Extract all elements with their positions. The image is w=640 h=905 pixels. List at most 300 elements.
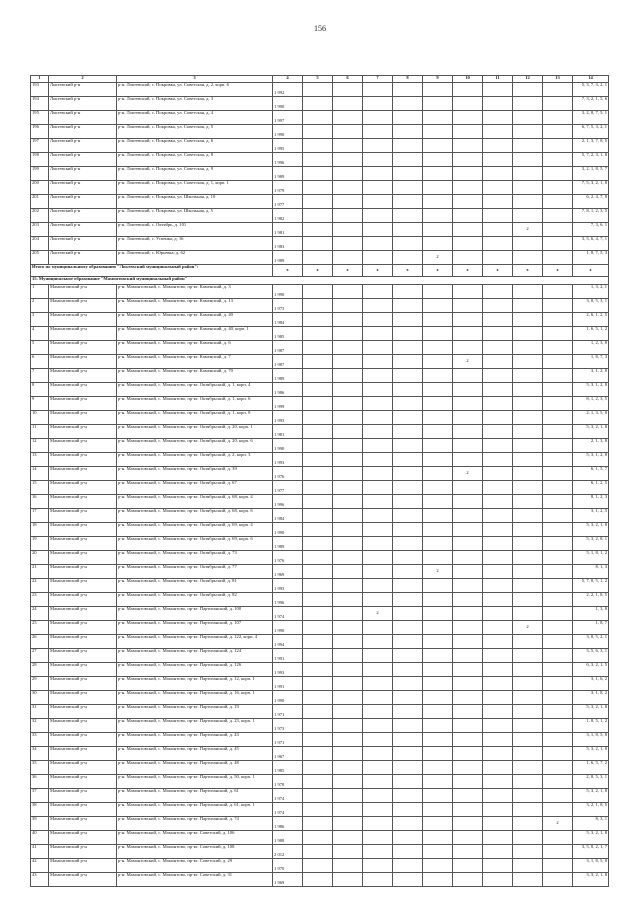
- value-cell-col7: [363, 873, 393, 887]
- value-cell-col8: [393, 677, 423, 691]
- row-number: 14: [31, 467, 49, 481]
- value-cell-col6: [333, 845, 363, 859]
- row-number: 13: [31, 453, 49, 467]
- row-number: 36: [31, 775, 49, 789]
- year-cell: 1 990: [273, 439, 303, 453]
- value-cell-col12: [513, 691, 543, 705]
- value-cell-col6: [333, 97, 363, 111]
- district-cell: Мамонтовский р-н: [49, 369, 117, 383]
- value-cell-col12: [513, 845, 543, 859]
- year-cell: 1 993: [273, 453, 303, 467]
- value-cell-col10: [453, 411, 483, 425]
- table-row: [31, 719, 609, 733]
- value-cell-col12: [513, 565, 543, 579]
- value-cell-col11: [483, 705, 513, 719]
- value-cell-col10: [453, 523, 483, 537]
- value-cell-col9: [423, 775, 453, 789]
- address-cell: р-н. Локтевский, с. Октябрь, д. 101: [117, 223, 273, 237]
- row-number: 31: [31, 705, 49, 719]
- value-cell-col13: [543, 747, 573, 761]
- value-cell-col6: [333, 313, 363, 327]
- value-cell-col12: [513, 195, 543, 209]
- total-mark: x: [483, 265, 513, 277]
- table-row: [31, 369, 609, 383]
- address-cell: р-н. Мамонтовский, с. Мамонтово, пр-кт. Каменский, д. 3: [117, 285, 273, 299]
- district-cell: Мамонтовский р-н: [49, 593, 117, 607]
- district-cell: Локтевский р-н: [49, 237, 117, 251]
- value-cell-col13: [543, 691, 573, 705]
- year-cell: 1 986: [273, 383, 303, 397]
- value-cell-col7: 2: [363, 607, 393, 621]
- address-cell: р-н. Мамонтовский, с. Мамонтово, пр-кт. Партизанский, д. 126: [117, 663, 273, 677]
- value-cell-col11: [483, 313, 513, 327]
- district-cell: Локтевский р-н: [49, 97, 117, 111]
- value-cell-col10: [453, 97, 483, 111]
- row-number: 6: [31, 355, 49, 369]
- year-cell: 1 978: [273, 775, 303, 789]
- value-cell-col10: [453, 663, 483, 677]
- address-cell: р-н. Локтевский, с. Покровка, ул. Советская, д. 9: [117, 167, 273, 181]
- value-cell-col7: [363, 285, 393, 299]
- value-cell-col7: [363, 705, 393, 719]
- value-cell-col11: [483, 195, 513, 209]
- value-cell-col9: [423, 237, 453, 251]
- value-cell-col5: [303, 705, 333, 719]
- value-cell-col13: [543, 481, 573, 495]
- address-cell: р-н. Мамонтовский, с. Мамонтово, пр-кт. Партизанский, д. 19: [117, 705, 273, 719]
- value-cell-col8: [393, 327, 423, 341]
- address-cell: р-н. Мамонтовский, с. Мамонтово, пр-кт. Партизанский, д. 12, корп. 1: [117, 677, 273, 691]
- value-cell-col9: [423, 649, 453, 663]
- value-cell-col12: [513, 125, 543, 139]
- value-cell-col10: [453, 817, 483, 831]
- address-cell: р-н. Мамонтовский, с. Мамонтово, пр-кт. Партизанский, д. 48: [117, 761, 273, 775]
- value-cell-col13: [543, 719, 573, 733]
- header-cell-6: 6: [333, 76, 363, 83]
- value-cell-col11: [483, 873, 513, 887]
- row-number: 7: [31, 369, 49, 383]
- year-cell: 1 987: [273, 341, 303, 355]
- year-cell: 1 990: [273, 691, 303, 705]
- value-cell-col11: [483, 719, 513, 733]
- table-row: [31, 97, 609, 111]
- total-label: Итого по муниципальному образованию "Локтевский муниципальный район":: [31, 265, 273, 277]
- value-cell-col10: [453, 747, 483, 761]
- page-number: 156: [314, 24, 326, 33]
- value-cell-col7: [363, 495, 393, 509]
- value-cell-col7: [363, 237, 393, 251]
- row-number: 10: [31, 411, 49, 425]
- table-row: [31, 607, 609, 621]
- value-cell-col6: [333, 83, 363, 97]
- header-cell-4: 4: [273, 76, 303, 83]
- value-cell-col8: [393, 195, 423, 209]
- value-cell-col11: [483, 495, 513, 509]
- value-cell-col7: [363, 649, 393, 663]
- address-cell: р-н. Мамонтовский, с. Мамонтово, пр-кт. Октябрьский, д. 81: [117, 579, 273, 593]
- table-row: [31, 621, 609, 635]
- code-cell: 5, 3, 2, 1, 8: [573, 789, 609, 803]
- address-cell: р-н. Мамонтовский, с. Мамонтово, пр-кт. Октябрьский, д. 69, корп. 4: [117, 523, 273, 537]
- district-cell: Мамонтовский р-н: [49, 537, 117, 551]
- value-cell-col8: [393, 453, 423, 467]
- code-cell: 5, 3, 2, 8, 1: [573, 537, 609, 551]
- value-cell-col12: [513, 481, 543, 495]
- address-cell: р-н. Мамонтовский, с. Мамонтово, пр-кт. Партизанский, д. 74: [117, 817, 273, 831]
- value-cell-col13: [543, 705, 573, 719]
- value-cell-col10: [453, 719, 483, 733]
- code-cell: 8, 3, 1: [573, 817, 609, 831]
- year-cell: 1 999: [273, 397, 303, 411]
- header-cell-5: 5: [303, 76, 333, 83]
- district-cell: Мамонтовский р-н: [49, 845, 117, 859]
- value-cell-col13: [543, 223, 573, 237]
- table-row: [31, 251, 609, 265]
- value-cell-col5: [303, 733, 333, 747]
- address-cell: р-н. Мамонтовский, с. Мамонтово, пр-кт. Каменский, д. 40, корп. 1: [117, 327, 273, 341]
- value-cell-col6: [333, 509, 363, 523]
- table-row: [31, 845, 609, 859]
- value-cell-col9: [423, 355, 453, 369]
- year-cell: 1 985: [273, 761, 303, 775]
- district-cell: Мамонтовский р-н: [49, 831, 117, 845]
- district-cell: Мамонтовский р-н: [49, 733, 117, 747]
- code-cell: 1, 8, 7, 3: [573, 355, 609, 369]
- address-cell: р-н. Мамонтовский, с. Мамонтово, пр-кт. Партизанский, д. 107: [117, 621, 273, 635]
- value-cell-col5: [303, 649, 333, 663]
- value-cell-col5: [303, 509, 333, 523]
- address-cell: р-н. Мамонтовский, с. Мамонтово, пр-кт. Октябрьский, д. 69, корп. 6: [117, 537, 273, 551]
- code-cell: 8, 1, 3: [573, 565, 609, 579]
- table-row: [31, 831, 609, 845]
- value-cell-col10: [453, 341, 483, 355]
- code-cell: 3, 1, 2, 5: [573, 509, 609, 523]
- row-number: 30: [31, 691, 49, 705]
- district-cell: Локтевский р-н: [49, 83, 117, 97]
- value-cell-col13: [543, 649, 573, 663]
- value-cell-col8: [393, 425, 423, 439]
- code-cell: 1, 3, 8: [573, 607, 609, 621]
- code-cell: 3, 8, 5, 3, 1: [573, 299, 609, 313]
- value-cell-col11: [483, 677, 513, 691]
- code-cell: 1, 2, 3, 8: [573, 341, 609, 355]
- year-cell: 1 986: [273, 817, 303, 831]
- value-cell-col6: [333, 803, 363, 817]
- address-cell: р-н. Локтевский, с. Покровка, ул. Советская, д. 4: [117, 111, 273, 125]
- address-cell: р-н. Локтевский, с. Юрьевка, д. 62: [117, 251, 273, 265]
- address-cell: р-н. Мамонтовский, с. Мамонтово, пр-кт. Октябрьский, д. 20, корп. 1: [117, 425, 273, 439]
- code-cell: 3, 8, 5, 2, 1: [573, 635, 609, 649]
- value-cell-col9: [423, 873, 453, 887]
- value-cell-col12: [513, 593, 543, 607]
- value-cell-col7: [363, 195, 393, 209]
- value-cell-col10: 2: [453, 355, 483, 369]
- address-cell: р-н. Мамонтовский, с. Мамонтово, пр-кт. Октябрьский, д. 77: [117, 565, 273, 579]
- value-cell-col7: [363, 369, 393, 383]
- address-cell: р-н. Мамонтовский, с. Мамонтово, пр-кт. Октябрьский, д. 1, корп. 4: [117, 383, 273, 397]
- value-cell-col5: [303, 607, 333, 621]
- value-cell-col6: [333, 635, 363, 649]
- value-cell-col5: [303, 747, 333, 761]
- year-cell: 1 967: [273, 747, 303, 761]
- value-cell-col12: [513, 677, 543, 691]
- value-cell-col6: [333, 153, 363, 167]
- row-number: 40: [31, 831, 49, 845]
- header-row: [31, 76, 609, 83]
- value-cell-col10: [453, 733, 483, 747]
- value-cell-col8: [393, 83, 423, 97]
- value-cell-col13: [543, 111, 573, 125]
- value-cell-col10: [453, 251, 483, 265]
- value-cell-col7: [363, 467, 393, 481]
- value-cell-col9: [423, 621, 453, 635]
- value-cell-col7: [363, 97, 393, 111]
- table-row: [31, 341, 609, 355]
- district-cell: Локтевский р-н: [49, 195, 117, 209]
- value-cell-col9: [423, 845, 453, 859]
- value-cell-col12: [513, 635, 543, 649]
- table-row: [31, 551, 609, 565]
- value-cell-col10: [453, 789, 483, 803]
- value-cell-col12: [513, 341, 543, 355]
- value-cell-col6: [333, 223, 363, 237]
- address-cell: р-н. Мамонтовский, с. Мамонтово, пр-кт. Партизанский, д. 23, корп. 1: [117, 719, 273, 733]
- value-cell-col11: [483, 649, 513, 663]
- value-cell-col13: [543, 439, 573, 453]
- value-cell-col8: [393, 733, 423, 747]
- row-number: 196: [31, 125, 49, 139]
- value-cell-col8: [393, 467, 423, 481]
- value-cell-col12: [513, 495, 543, 509]
- value-cell-col9: [423, 761, 453, 775]
- value-cell-col11: [483, 621, 513, 635]
- row-number: 33: [31, 733, 49, 747]
- value-cell-col5: [303, 411, 333, 425]
- value-cell-col8: [393, 523, 423, 537]
- district-cell: Локтевский р-н: [49, 153, 117, 167]
- value-cell-col9: [423, 705, 453, 719]
- value-cell-col13: [543, 167, 573, 181]
- code-cell: 2, 8, 5, 3, 1: [573, 775, 609, 789]
- value-cell-col8: [393, 705, 423, 719]
- value-cell-col12: [513, 209, 543, 223]
- value-cell-col13: [543, 761, 573, 775]
- value-cell-col9: [423, 537, 453, 551]
- address-cell: р-н. Мамонтовский, с. Мамонтово, пр-кт. Октябрьский, д. 68, корп. 6: [117, 509, 273, 523]
- value-cell-col10: [453, 439, 483, 453]
- value-cell-col10: [453, 237, 483, 251]
- value-cell-col5: [303, 139, 333, 153]
- value-cell-col9: [423, 153, 453, 167]
- value-cell-col12: [513, 775, 543, 789]
- year-cell: 1 993: [273, 663, 303, 677]
- value-cell-col10: [453, 859, 483, 873]
- year-cell: 1 984: [273, 509, 303, 523]
- value-cell-col10: [453, 181, 483, 195]
- row-number: 18: [31, 523, 49, 537]
- row-number: 200: [31, 181, 49, 195]
- district-cell: Мамонтовский р-н: [49, 285, 117, 299]
- value-cell-col8: [393, 299, 423, 313]
- row-number: 1: [31, 285, 49, 299]
- value-cell-col8: [393, 495, 423, 509]
- value-cell-col8: [393, 565, 423, 579]
- value-cell-col13: [543, 873, 573, 887]
- table-row: [31, 453, 609, 467]
- year-cell: 1 984: [273, 313, 303, 327]
- address-cell: р-н. Мамонтовский, с. Мамонтово, пр-кт. Каменский, д. 7: [117, 355, 273, 369]
- year-cell: 1 989: [273, 537, 303, 551]
- value-cell-col7: [363, 677, 393, 691]
- row-number: 23: [31, 593, 49, 607]
- value-cell-col11: [483, 167, 513, 181]
- value-cell-col5: [303, 719, 333, 733]
- code-cell: 6, 3, 2, 1, 5: [573, 663, 609, 677]
- value-cell-col5: [303, 153, 333, 167]
- value-cell-col12: [513, 153, 543, 167]
- value-cell-col5: [303, 167, 333, 181]
- value-cell-col11: [483, 579, 513, 593]
- value-cell-col7: [363, 551, 393, 565]
- value-cell-col9: 2: [423, 251, 453, 265]
- value-cell-col12: [513, 425, 543, 439]
- code-cell: 3, 5, 6, 3, 1: [573, 649, 609, 663]
- value-cell-col13: [543, 663, 573, 677]
- value-cell-col9: [423, 523, 453, 537]
- year-cell: 1 996: [273, 593, 303, 607]
- value-cell-col13: [543, 677, 573, 691]
- address-cell: р-н. Локтевский, с. Успенка, д. 16: [117, 237, 273, 251]
- value-cell-col12: [513, 181, 543, 195]
- row-number: 16: [31, 495, 49, 509]
- value-cell-col11: [483, 635, 513, 649]
- value-cell-col6: [333, 663, 363, 677]
- value-cell-col8: [393, 251, 423, 265]
- year-cell: 1 991: [273, 677, 303, 691]
- value-cell-col8: [393, 859, 423, 873]
- value-cell-col7: [363, 453, 393, 467]
- district-cell: Мамонтовский р-н: [49, 467, 117, 481]
- row-number: 22: [31, 579, 49, 593]
- value-cell-col9: [423, 327, 453, 341]
- value-cell-col8: [393, 817, 423, 831]
- code-cell: 1, 6, 5, 7, 2: [573, 761, 609, 775]
- code-cell: 1, 8, 5, 1, 2: [573, 719, 609, 733]
- value-cell-col12: [513, 509, 543, 523]
- address-cell: р-н. Мамонтовский, с. Мамонтово, пр-кт. Октябрьский, д. 68, корп. 4: [117, 495, 273, 509]
- value-cell-col8: [393, 153, 423, 167]
- value-cell-col9: [423, 139, 453, 153]
- address-cell: р-н. Мамонтовский, с. Мамонтово, пр-кт. Партизанский, д. 100: [117, 607, 273, 621]
- value-cell-col10: [453, 845, 483, 859]
- address-cell: р-н. Локтевский, с. Покровка, ул. Школьная, д. 5: [117, 209, 273, 223]
- code-cell: 5, 3, 2, 1, 8: [573, 747, 609, 761]
- table-row: [31, 481, 609, 495]
- district-cell: Мамонтовский р-н: [49, 397, 117, 411]
- value-cell-col6: [333, 209, 363, 223]
- table-row: [31, 195, 609, 209]
- value-cell-col9: [423, 509, 453, 523]
- code-cell: 2, 2, 1, 8, 5: [573, 593, 609, 607]
- value-cell-col5: [303, 775, 333, 789]
- value-cell-col13: [543, 551, 573, 565]
- address-cell: р-н. Мамонтовский, с. Мамонтово, пр-кт. Партизанский, д. 61: [117, 789, 273, 803]
- value-cell-col13: [543, 789, 573, 803]
- value-cell-col13: [543, 369, 573, 383]
- header-cell-1: 1: [31, 76, 49, 83]
- value-cell-col8: [393, 691, 423, 705]
- year-cell: 1 969: [273, 565, 303, 579]
- value-cell-col12: [513, 649, 543, 663]
- value-cell-col12: [513, 705, 543, 719]
- year-cell: 1 990: [273, 285, 303, 299]
- value-cell-col10: [453, 495, 483, 509]
- table-row: [31, 411, 609, 425]
- value-cell-col8: [393, 125, 423, 139]
- district-cell: Локтевский р-н: [49, 111, 117, 125]
- district-cell: Мамонтовский р-н: [49, 873, 117, 887]
- table-row: [31, 467, 609, 481]
- value-cell-col6: [333, 775, 363, 789]
- value-cell-col8: [393, 649, 423, 663]
- value-cell-col7: [363, 635, 393, 649]
- value-cell-col10: [453, 565, 483, 579]
- year-cell: 1 990: [273, 125, 303, 139]
- value-cell-col11: [483, 761, 513, 775]
- year-cell: 1 971: [273, 733, 303, 747]
- value-cell-col12: [513, 139, 543, 153]
- value-cell-col5: [303, 299, 333, 313]
- code-cell: 7, 3, 2, 1, 5, 6: [573, 97, 609, 111]
- district-cell: Мамонтовский р-н: [49, 341, 117, 355]
- value-cell-col11: [483, 299, 513, 313]
- value-cell-col6: [333, 327, 363, 341]
- code-cell: 3, 2, 8, 7, 5, 1: [573, 111, 609, 125]
- table-row: [31, 593, 609, 607]
- value-cell-col7: [363, 775, 393, 789]
- value-cell-col8: [393, 411, 423, 425]
- value-cell-col7: [363, 383, 393, 397]
- value-cell-col9: [423, 817, 453, 831]
- value-cell-col11: [483, 425, 513, 439]
- district-cell: Мамонтовский р-н: [49, 691, 117, 705]
- value-cell-col8: [393, 831, 423, 845]
- value-cell-col8: [393, 209, 423, 223]
- value-cell-col12: [513, 789, 543, 803]
- year-cell: 1 983: [273, 237, 303, 251]
- address-cell: р-н. Локтевский, с. Покровка, ул. Советская, д. 2, корп. 6: [117, 83, 273, 97]
- value-cell-col10: [453, 579, 483, 593]
- value-cell-col11: [483, 523, 513, 537]
- code-cell: 5, 1, 8, 1, 2: [573, 551, 609, 565]
- value-cell-col7: [363, 299, 393, 313]
- row-number: 202: [31, 209, 49, 223]
- row-number: 201: [31, 195, 49, 209]
- row-number: 11: [31, 425, 49, 439]
- year-cell: 1 990: [273, 523, 303, 537]
- value-cell-col6: [333, 579, 363, 593]
- value-cell-col11: [483, 663, 513, 677]
- value-cell-col9: [423, 97, 453, 111]
- code-cell: 1, 8, 7: [573, 621, 609, 635]
- value-cell-col7: [363, 523, 393, 537]
- district-cell: Мамонтовский р-н: [49, 327, 117, 341]
- row-number: 9: [31, 397, 49, 411]
- table-row: [31, 747, 609, 761]
- value-cell-col5: [303, 397, 333, 411]
- code-cell: 7, 5, 3, 2, 1, 8: [573, 181, 609, 195]
- register-table: [30, 75, 609, 887]
